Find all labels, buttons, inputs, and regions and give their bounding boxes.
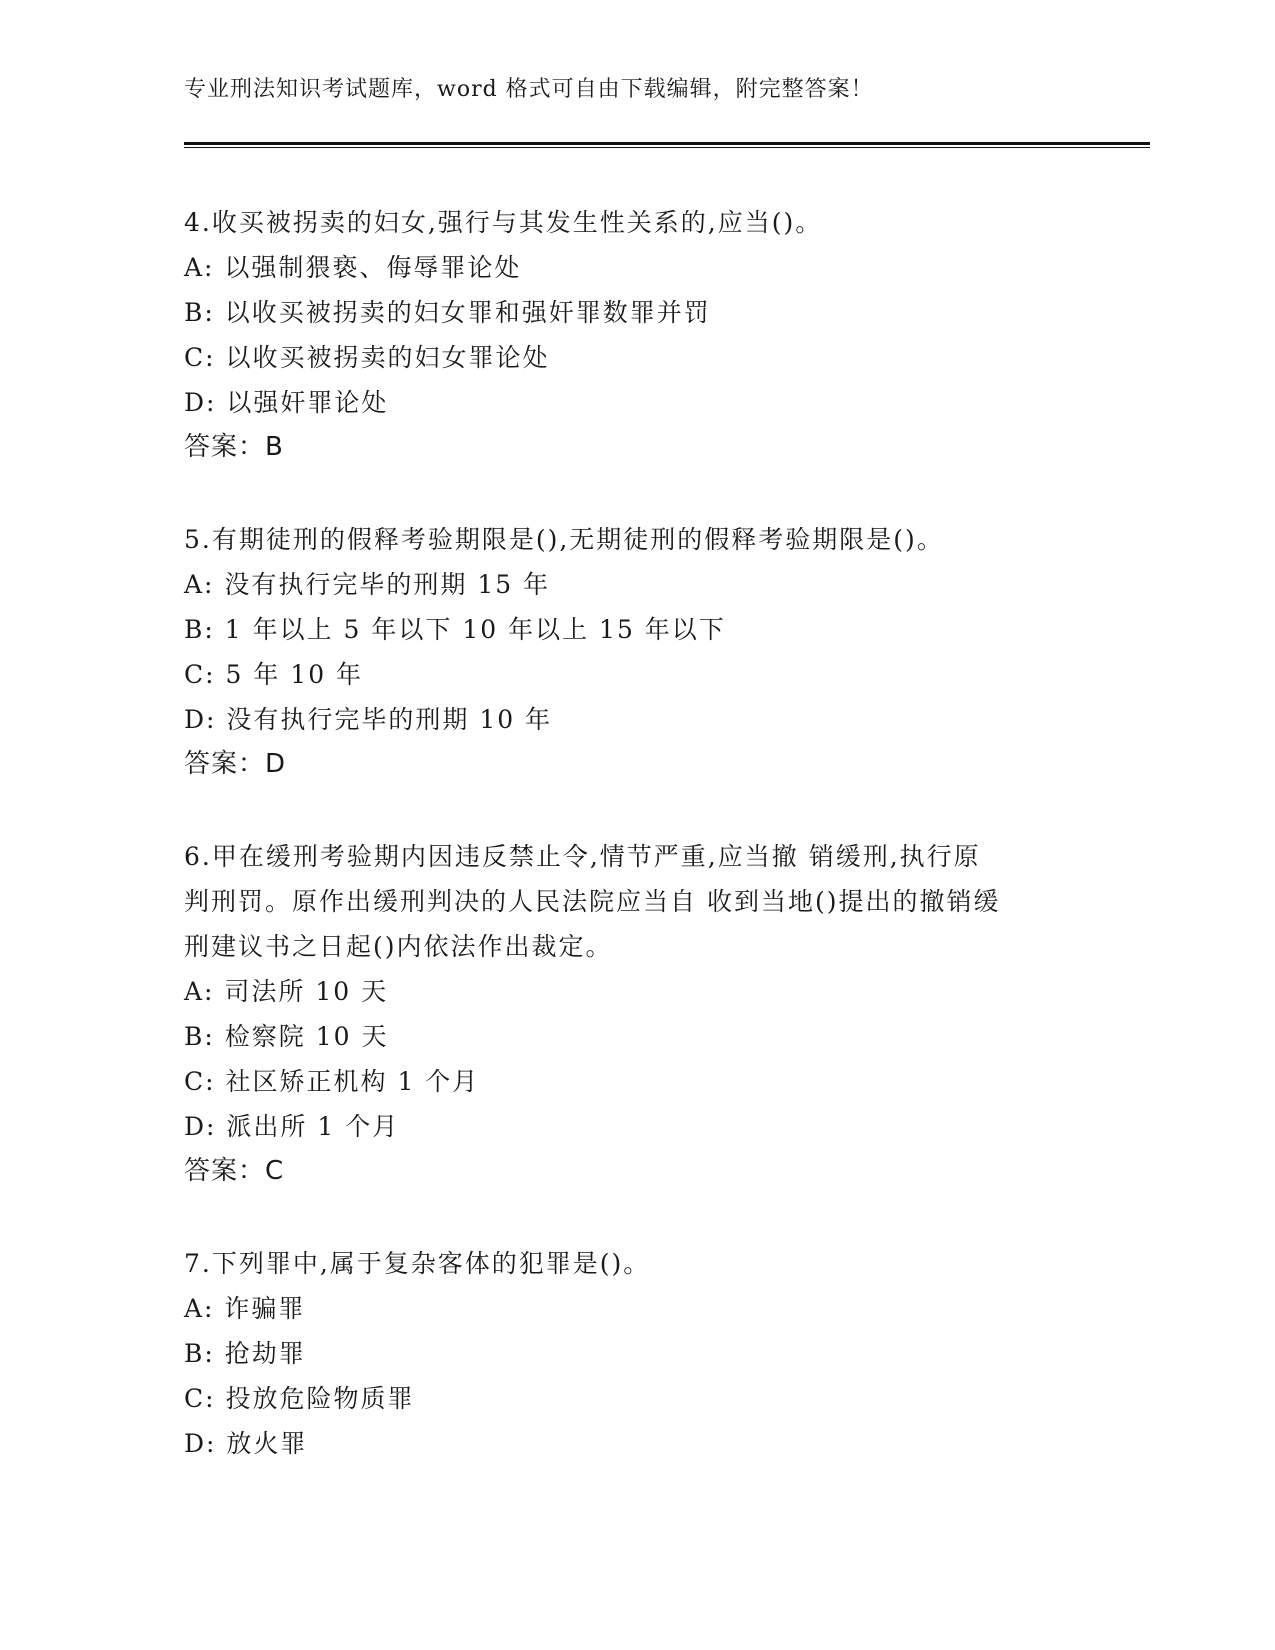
option-d: D: 以强奸罪论处: [184, 388, 389, 417]
option-b: B: 1 年以上 5 年以下 10 年以上 15 年以下: [184, 615, 726, 644]
question-stem: 7.下列罪中,属于复杂客体的犯罪是()。: [184, 1249, 651, 1278]
option-a: A: 司法所 10 天: [184, 977, 389, 1006]
question-stem-line: 6.甲在缓刑考验期内因违反禁止令,情节严重,应当撤 销缓刑,执行原: [184, 842, 981, 871]
answer-label: 答案：D: [184, 749, 287, 779]
question-list: [184, 200, 1084, 1466]
question-7: [184, 1241, 1084, 1466]
option-c: C: 以收买被拐卖的妇女罪论处: [184, 343, 550, 372]
option-a: A: 诈骗罪: [184, 1294, 306, 1323]
header-divider: [184, 142, 1150, 148]
option-d: D: 没有执行完毕的刑期 10 年: [184, 705, 553, 734]
question-5: [184, 517, 1084, 787]
option-c: C: 社区矫正机构 1 个月: [184, 1067, 480, 1096]
question-stem: 4.收买被拐卖的妇女,强行与其发生性关系的,应当()。: [184, 208, 823, 237]
option-c: C: 5 年 10 年: [184, 660, 364, 689]
answer-label: 答案：C: [184, 1156, 285, 1186]
option-b: B: 检察院 10 天: [184, 1022, 389, 1051]
answer-label: 答案：B: [184, 432, 284, 462]
option-b: B: 以收买被拐卖的妇女罪和强奸罪数罪并罚: [184, 298, 711, 327]
option-b: B: 抢劫罪: [184, 1339, 306, 1368]
question-stem: 5.有期徒刑的假释考验期限是(),无期徒刑的假释考验期限是()。: [184, 525, 944, 554]
option-a: A: 没有执行完毕的刑期 15 年: [184, 570, 551, 599]
question-stem-line: 刑建议书之日起()内依法作出裁定。: [184, 932, 613, 961]
question-6: [184, 834, 1084, 1194]
option-d: D: 放火罪: [184, 1429, 308, 1458]
option-a: A: 以强制猥亵、侮辱罪论处: [184, 253, 522, 282]
question-stem-line: 判刑罚。原作出缓刑判决的人民法院应当自 收到当地()提出的撤销缓: [184, 887, 1001, 916]
page-header: 专业刑法知识考试题库，word 格式可自由下载编辑，附完整答案！: [184, 77, 874, 102]
question-4: [184, 200, 1084, 470]
option-d: D: 派出所 1 个月: [184, 1112, 400, 1141]
option-c: C: 投放危险物质罪: [184, 1384, 415, 1413]
